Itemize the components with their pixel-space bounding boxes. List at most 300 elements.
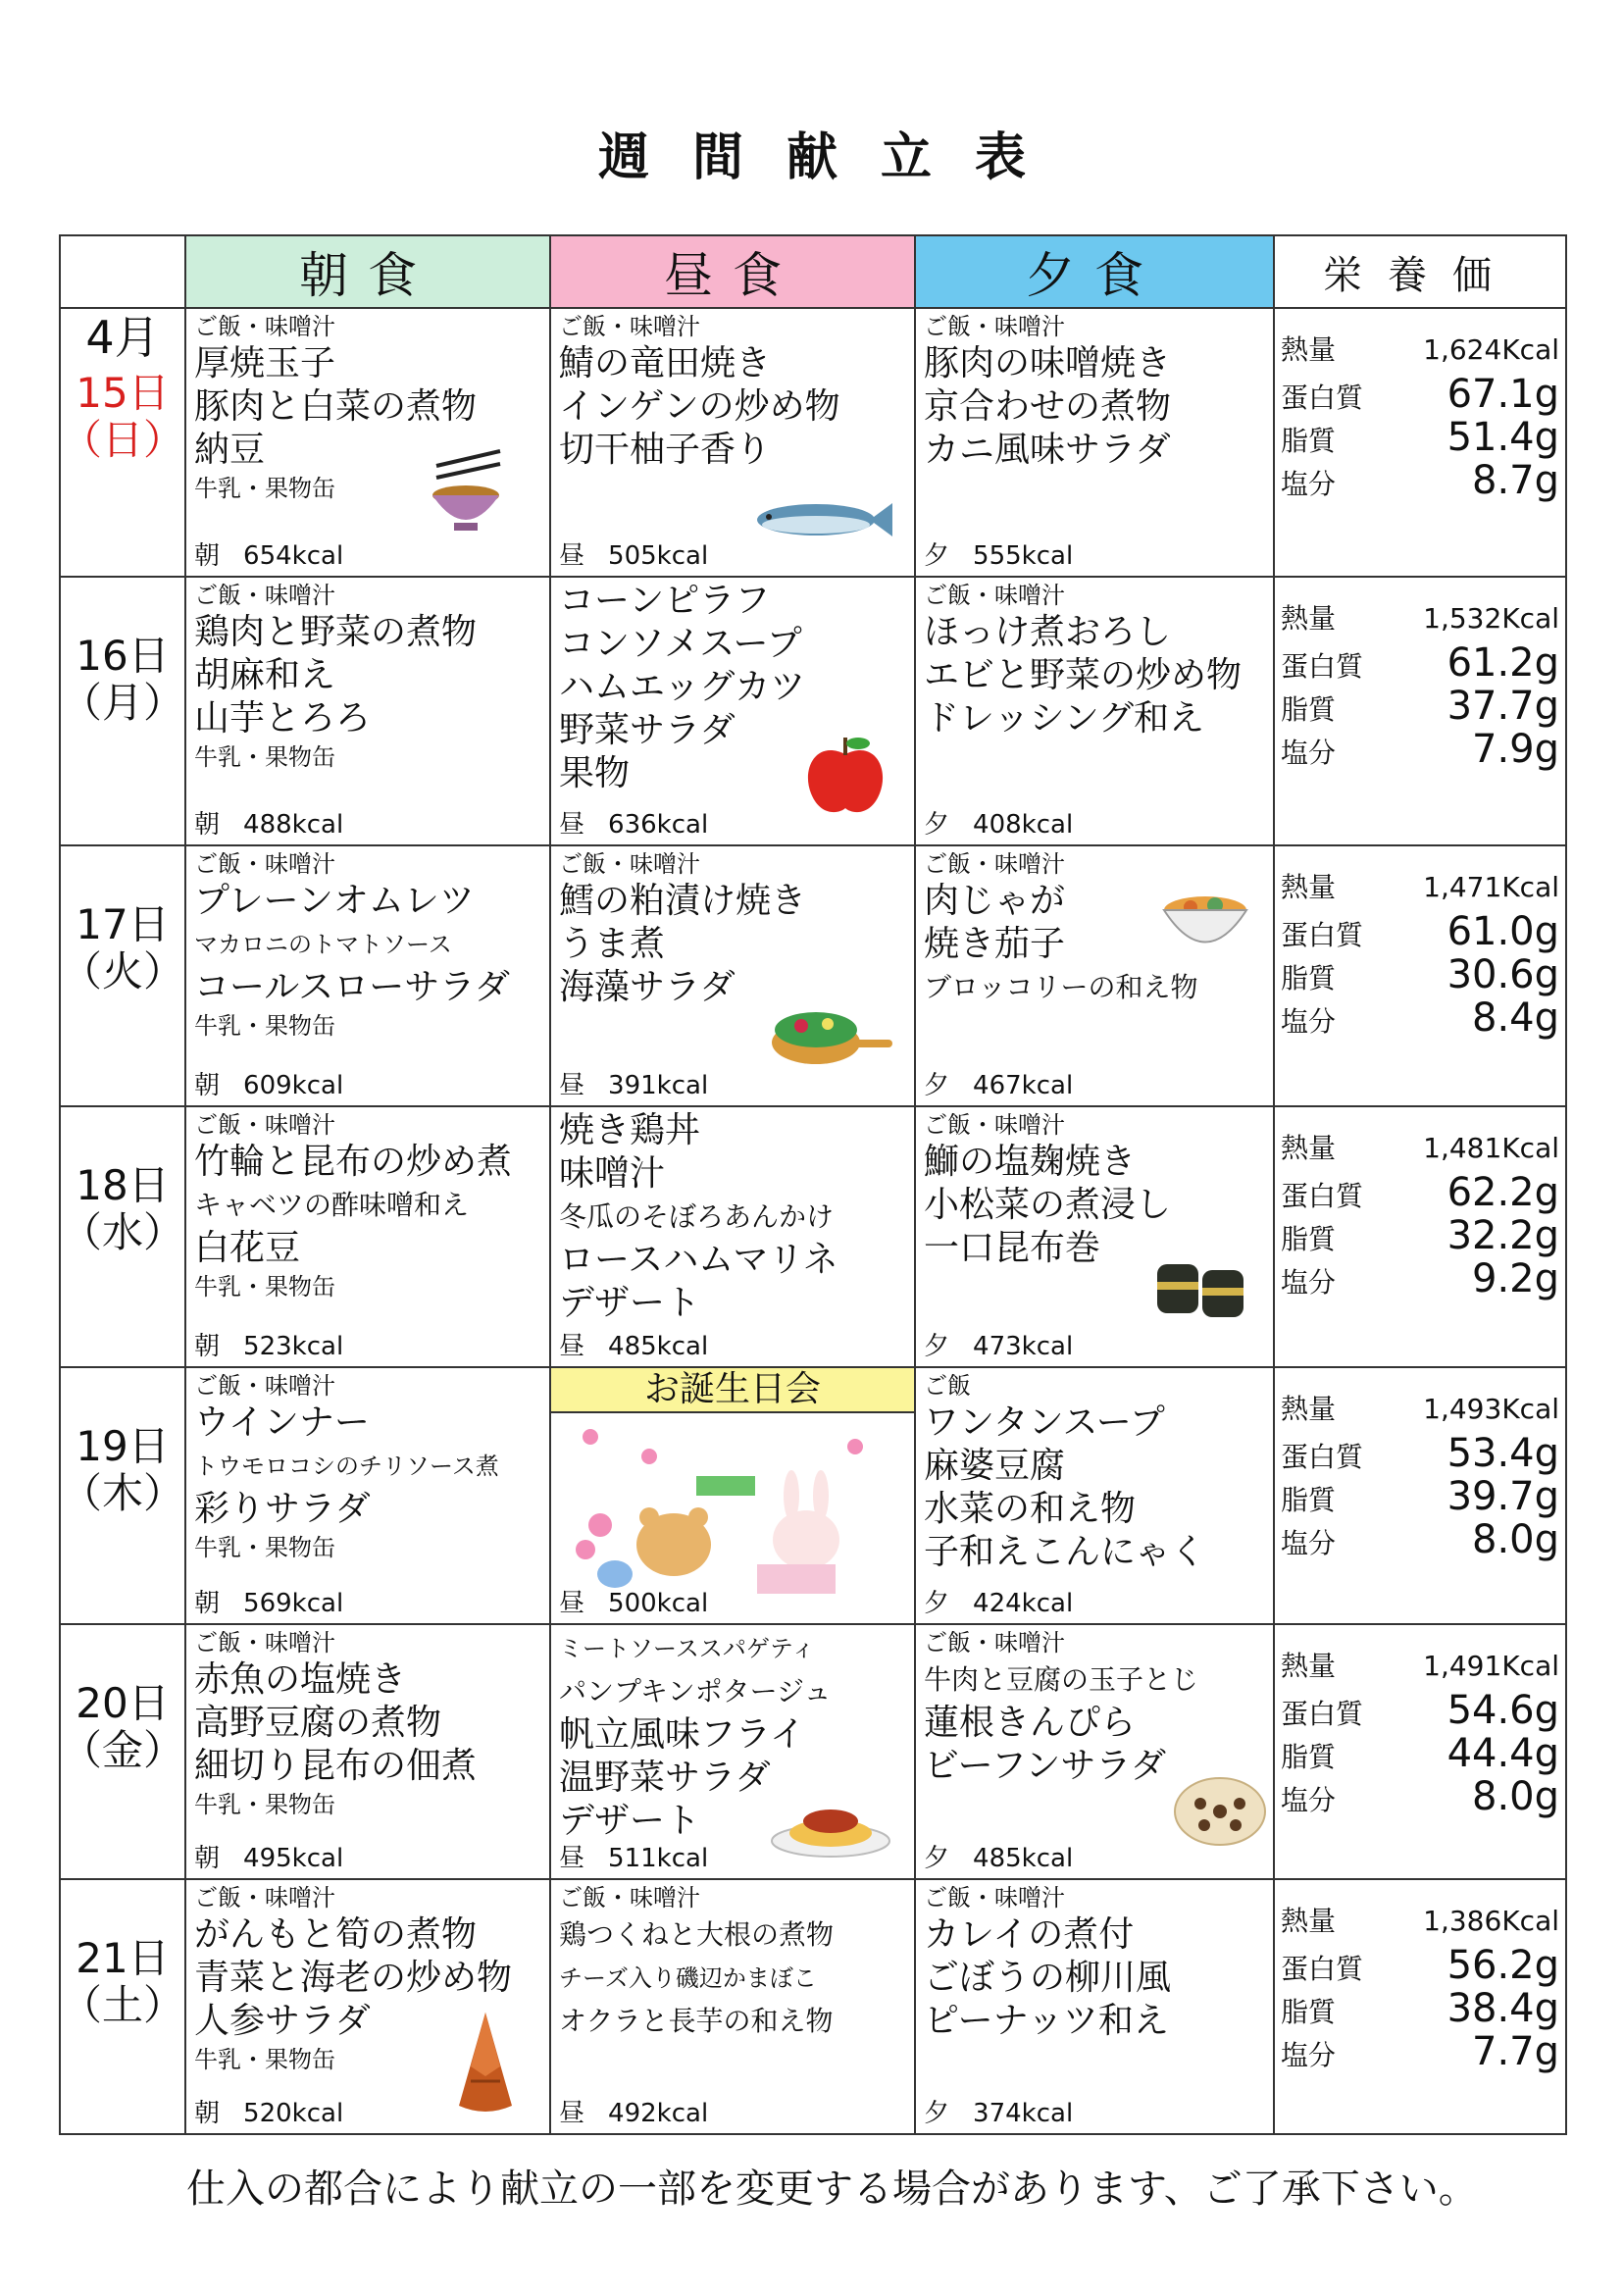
kcal-value: 636kcal (608, 810, 709, 840)
kcal-value: 511kcal (608, 1844, 709, 1873)
nutrition-label: 脂質 (1281, 962, 1337, 994)
nutrition-label: 熱量 (1281, 333, 1337, 366)
nutrition-value: 32.2g (1446, 1213, 1560, 1258)
apple-icon (801, 730, 889, 822)
nutrition-label: 脂質 (1281, 693, 1337, 726)
dish-item: 切干柚子香り (559, 430, 772, 470)
base-items: ご飯・味噌汁 (924, 313, 1066, 340)
day-row (60, 1106, 1566, 1367)
lunch-cell (550, 845, 915, 1106)
nutrition-row-fat (1281, 415, 1559, 458)
nutrition-row-energy (1281, 1127, 1559, 1170)
dish-item: 麻婆豆腐 (924, 1446, 1066, 1486)
seaweed-salad-icon (767, 989, 894, 1081)
meal-kcal (194, 811, 343, 839)
nutrition-value: 44.4g (1446, 1731, 1560, 1776)
kcal-value: 408kcal (973, 810, 1074, 840)
nutrition-label: 熱量 (1281, 1650, 1337, 1682)
nutrition-row-fat (1281, 1474, 1559, 1517)
nutrition-label: 塩分 (1281, 737, 1337, 769)
header-breakfast: 朝食 (185, 235, 550, 308)
base-items: ご飯・味噌汁 (924, 1111, 1066, 1139)
day-row (60, 308, 1566, 577)
dish-item: ピーナッツ和え (924, 2001, 1169, 2041)
date-label: 19日 (76, 1422, 170, 1470)
header-row (60, 235, 1566, 308)
header-corner (60, 235, 185, 308)
dish-item: 山芋とろろ (194, 698, 372, 739)
kcal-value: 467kcal (973, 1071, 1074, 1100)
nutrition-row-energy (1281, 1900, 1559, 1943)
date-label: 18日 (76, 1161, 170, 1209)
nutrition-row-protein (1281, 640, 1559, 684)
header-dinner: 夕食 (915, 235, 1274, 308)
kcal-value: 473kcal (973, 1332, 1074, 1361)
base-items: ご飯・味噌汁 (194, 313, 336, 340)
drink-items: 牛乳・果物缶 (194, 475, 336, 502)
nutrition-label: 蛋白質 (1281, 919, 1364, 951)
date-label: 20日 (76, 1679, 170, 1727)
dish-item: 鶏肉と野菜の煮物 (194, 612, 478, 652)
kcal-value: 374kcal (973, 2099, 1074, 2128)
dish-item: 鯖の竜田焼き (559, 343, 772, 383)
kcal-value: 485kcal (608, 1332, 709, 1361)
nutrition-value: 1,491Kcal (1423, 1650, 1560, 1682)
nutrition-row-fat (1281, 1986, 1559, 2029)
nutrition-value: 62.2g (1446, 1170, 1560, 1215)
day-row (60, 1367, 1566, 1624)
lotus-root-icon (1171, 1772, 1269, 1855)
dish-item: 一口昆布巻 (924, 1228, 1101, 1268)
nutrition-row-protein (1281, 1431, 1559, 1474)
meal-kcal (559, 1072, 708, 1099)
nutrition-row-salt (1281, 1517, 1559, 1560)
meal-kcal (559, 2100, 708, 2127)
kcal-label: 夕 (924, 1332, 950, 1361)
dish-item: デザート (559, 1283, 701, 1323)
nutrition-cell (1274, 577, 1566, 845)
weekday-label: （土） (61, 1981, 185, 2029)
date-label: 16日 (76, 632, 170, 680)
nutrition-row-salt (1281, 727, 1559, 770)
nutrition-value: 7.9g (1472, 727, 1560, 772)
header-nutrition: 栄養価 (1274, 235, 1566, 308)
dish-item: 豚肉と白菜の煮物 (194, 386, 478, 427)
nutrition-label: 蛋白質 (1281, 650, 1364, 683)
breakfast-cell (185, 1106, 550, 1367)
meal-kcal (924, 1072, 1073, 1099)
dish-item: ウインナー (194, 1402, 370, 1443)
base-items: ご飯・味噌汁 (924, 1884, 1066, 1912)
nutrition-value: 39.7g (1446, 1474, 1560, 1519)
nutrition-row-protein (1281, 372, 1559, 415)
dish-item: トウモロコシのチリソース煮 (194, 1453, 499, 1480)
weekday-label: （水） (61, 1208, 185, 1256)
dish-item: 鱈の粕漬け焼き (559, 881, 807, 921)
dish-item: キャベツの酢味噌和え (194, 1189, 470, 1221)
drink-items: 牛乳・果物缶 (194, 2046, 336, 2073)
dish-item: 納豆 (194, 430, 266, 470)
meal-kcal (924, 542, 1073, 570)
kcal-value: 391kcal (608, 1071, 709, 1100)
dinner-cell (915, 1624, 1274, 1879)
dish-item: 帆立風味フライ (559, 1714, 805, 1755)
weekday-label: （月） (61, 679, 185, 727)
weekday-label: （木） (61, 1469, 185, 1517)
nutrition-row-salt (1281, 2029, 1559, 2072)
natto-bowl-icon (427, 446, 505, 538)
dish-item: 人参サラダ (194, 2001, 371, 2041)
breakfast-cell (185, 845, 550, 1106)
dish-item: ごぼうの柳川風 (924, 1958, 1172, 1998)
lunch-cell (550, 1367, 915, 1624)
nutrition-row-protein (1281, 1170, 1559, 1213)
kcal-label: 朝 (194, 2099, 221, 2128)
nutrition-label: 塩分 (1281, 1005, 1337, 1038)
dinner-cell (915, 845, 1274, 1106)
meal-kcal (194, 1333, 343, 1360)
dish-item: ドレッシング和え (924, 698, 1205, 739)
birthday-party-illustration (561, 1417, 894, 1607)
drink-items: 牛乳・果物缶 (194, 743, 336, 771)
base-items: ご飯・味噌汁 (194, 1372, 336, 1400)
nutrition-value: 30.6g (1446, 952, 1560, 997)
spaghetti-plate-icon (767, 1792, 894, 1864)
dish-item: 冬瓜のそぼろあんかけ (559, 1200, 835, 1233)
nutrition-cell (1274, 845, 1566, 1106)
dish-item: 厚焼玉子 (194, 343, 336, 383)
breakfast-cell (185, 308, 550, 577)
meal-kcal (194, 1072, 343, 1099)
nutrition-cell (1274, 1624, 1566, 1879)
drink-items: 牛乳・果物缶 (194, 1534, 336, 1561)
kcal-label: 朝 (194, 1589, 221, 1618)
kcal-value: 569kcal (243, 1589, 344, 1618)
kcal-value: 555kcal (973, 541, 1074, 571)
dish-item: パンプキンポタージュ (559, 1675, 832, 1708)
meal-kcal (559, 1333, 708, 1360)
day-cell (60, 845, 185, 1106)
nutrition-row-protein (1281, 909, 1559, 952)
nutrition-label: 脂質 (1281, 425, 1337, 457)
nutrition-cell (1274, 308, 1566, 577)
kcal-label: 昼 (559, 810, 585, 840)
dish-item: デザート (559, 1801, 701, 1841)
nutrition-row-salt (1281, 995, 1559, 1039)
fish-icon (747, 495, 894, 548)
kcal-value: 654kcal (243, 541, 344, 571)
nutrition-label: 脂質 (1281, 1484, 1337, 1516)
dinner-cell (915, 577, 1274, 845)
kcal-value: 500kcal (608, 1589, 709, 1618)
dish-item: 豚肉の味噌焼き (924, 343, 1172, 383)
dish-item: カレイの煮付 (924, 1914, 1135, 1955)
dish-item: エビと野菜の炒め物 (924, 655, 1243, 695)
drink-items: 牛乳・果物缶 (194, 1012, 336, 1040)
kcal-label: 昼 (559, 541, 585, 571)
kcal-label: 夕 (924, 810, 950, 840)
nutrition-row-protein (1281, 1943, 1559, 1986)
nutrition-label: 蛋白質 (1281, 382, 1364, 414)
nutrition-label: 塩分 (1281, 1784, 1337, 1816)
dish-item: ほっけ煮おろし (924, 612, 1172, 652)
nutrition-value: 8.4g (1472, 995, 1560, 1041)
dish-item: ビーフンサラダ (924, 1746, 1166, 1786)
meal-kcal (559, 542, 708, 570)
meal-kcal (924, 1333, 1073, 1360)
dish-item: 鶏つくねと大根の煮物 (559, 1918, 835, 1951)
nutrition-cell (1274, 1879, 1566, 2134)
bamboo-shoot-icon (451, 2008, 520, 2119)
dish-item: 水菜の和え物 (924, 1489, 1137, 1529)
weekday-label: （金） (61, 1726, 185, 1774)
event-banner: お誕生日会 (551, 1368, 914, 1413)
page-title: 週間献立表 (597, 128, 1069, 187)
nutrition-value: 1,532Kcal (1423, 602, 1560, 635)
nutrition-label: 脂質 (1281, 1996, 1337, 2028)
nutrition-label: 塩分 (1281, 1527, 1337, 1559)
meal-kcal (924, 811, 1073, 839)
nutrition-cell (1274, 1106, 1566, 1367)
base-items: ご飯・味噌汁 (559, 313, 701, 340)
dish-item: 細切り昆布の佃煮 (194, 1746, 478, 1786)
nutrition-value: 1,624Kcal (1423, 333, 1560, 366)
weekday-label: （日） (61, 416, 185, 464)
day-cell (60, 1879, 185, 2134)
drink-items: 牛乳・果物缶 (194, 1791, 336, 1818)
base-items: ご飯 (924, 1372, 972, 1400)
nutrition-row-fat (1281, 952, 1559, 995)
month-label: 4月 (85, 311, 160, 364)
dish-item: コーンピラフ (559, 581, 771, 621)
kcal-value: 520kcal (243, 2099, 344, 2128)
nutrition-value: 9.2g (1472, 1256, 1560, 1301)
lunch-cell (550, 1624, 915, 1879)
header-lunch: 昼食 (550, 235, 915, 308)
dish-item: オクラと長芋の和え物 (559, 2005, 834, 2037)
nutrition-value: 1,481Kcal (1423, 1132, 1560, 1164)
kcal-value: 495kcal (243, 1844, 344, 1873)
kcal-label: 昼 (559, 2099, 585, 2128)
meal-kcal (559, 811, 708, 839)
day-row (60, 1879, 1566, 2134)
kcal-label: 昼 (559, 1332, 585, 1361)
kcal-value: 492kcal (608, 2099, 709, 2128)
nutrition-value: 7.7g (1472, 2029, 1560, 2074)
dish-item: 温野菜サラダ (559, 1758, 771, 1798)
dish-item: 京合わせの煮物 (924, 386, 1172, 427)
nutrition-label: 蛋白質 (1281, 1441, 1364, 1473)
kcal-label: 昼 (559, 1844, 585, 1873)
lunch-cell (550, 1106, 915, 1367)
nutrition-value: 51.4g (1446, 415, 1560, 460)
meal-kcal (924, 2100, 1073, 2127)
lunch-cell (550, 308, 915, 577)
nutrition-row-fat (1281, 1213, 1559, 1256)
nutrition-value: 61.0g (1446, 909, 1560, 954)
nutrition-label: 脂質 (1281, 1223, 1337, 1255)
date-label: 21日 (76, 1934, 170, 1982)
base-items: ご飯・味噌汁 (194, 582, 336, 609)
dish-item: コンソメスープ (559, 624, 802, 664)
footer-note: 仕入の都合により献立の一部を変更する場合があります、ご了承下さい。 (186, 2167, 1478, 2212)
dish-item: インゲンの炒め物 (559, 386, 840, 427)
dish-item: マカロニのトマトソース (194, 931, 452, 958)
dish-item: 果物 (559, 753, 631, 793)
dish-item: うま煮 (559, 924, 666, 964)
base-items: ご飯・味噌汁 (194, 850, 336, 878)
nutrition-label: 塩分 (1281, 468, 1337, 500)
nutrition-label: 熱量 (1281, 1905, 1337, 1937)
day-cell (60, 308, 185, 577)
nutrition-label: 蛋白質 (1281, 1180, 1364, 1212)
dish-item: 青菜と海老の炒め物 (194, 1958, 513, 1998)
meal-kcal (194, 1590, 343, 1617)
nutrition-row-energy (1281, 1645, 1559, 1688)
meal-kcal (194, 542, 343, 570)
dish-item: ワンタンスープ (924, 1402, 1165, 1443)
meal-kcal (194, 2100, 343, 2127)
nutrition-label: 脂質 (1281, 1741, 1337, 1773)
dish-item: ハムエッグカツ (559, 667, 806, 707)
dish-item: カニ風味サラダ (924, 430, 1171, 470)
nutrition-row-salt (1281, 458, 1559, 501)
dish-item: ミートソーススパゲティ (559, 1635, 815, 1662)
nutrition-row-protein (1281, 1688, 1559, 1731)
nutrition-row-energy (1281, 329, 1559, 372)
base-items: ご飯・味噌汁 (924, 1629, 1066, 1657)
kcal-value: 609kcal (243, 1071, 344, 1100)
kcal-label: 夕 (924, 1071, 950, 1100)
dish-item: 焼き茄子 (924, 924, 1066, 964)
kombu-roll-icon (1151, 1245, 1249, 1327)
base-items: ご飯・味噌汁 (924, 582, 1066, 609)
nutrition-label: 塩分 (1281, 1266, 1337, 1299)
dish-item: 小松菜の煮浸し (924, 1185, 1172, 1225)
base-items: ご飯・味噌汁 (924, 850, 1066, 878)
date-label: 15日 (76, 369, 170, 417)
nutrition-row-salt (1281, 1256, 1559, 1300)
kcal-value: 488kcal (243, 810, 344, 840)
kcal-value: 485kcal (973, 1844, 1074, 1873)
base-items: ご飯・味噌汁 (559, 1884, 701, 1912)
meal-kcal (194, 1845, 343, 1872)
nutrition-value: 1,386Kcal (1423, 1905, 1560, 1937)
weekday-label: （火） (61, 947, 185, 995)
kcal-label: 朝 (194, 810, 221, 840)
kcal-label: 昼 (559, 1071, 585, 1100)
kcal-value: 523kcal (243, 1332, 344, 1361)
menu-table (59, 234, 1567, 2135)
day-row (60, 577, 1566, 845)
breakfast-cell (185, 1879, 550, 2134)
dish-item: 海藻サラダ (559, 967, 736, 1007)
lunch-cell (550, 577, 915, 845)
nutrition-value: 8.0g (1472, 1774, 1560, 1819)
nutrition-row-energy (1281, 597, 1559, 640)
meal-kcal (924, 1590, 1073, 1617)
day-row (60, 1624, 1566, 1879)
dish-item: 肉じゃが (924, 881, 1066, 921)
nutrition-label: 熱量 (1281, 602, 1337, 635)
base-items: ご飯・味噌汁 (559, 850, 701, 878)
lunch-cell (550, 1879, 915, 2134)
nutrition-value: 37.7g (1446, 684, 1560, 729)
nutrition-label: 熱量 (1281, 1132, 1337, 1164)
nikujaga-bowl-icon (1161, 886, 1249, 968)
kcal-label: 夕 (924, 1589, 950, 1618)
nutrition-row-fat (1281, 1731, 1559, 1774)
kcal-label: 夕 (924, 2099, 950, 2128)
dish-item: 焼き鶏丼 (559, 1110, 701, 1150)
kcal-value: 505kcal (608, 541, 709, 571)
breakfast-cell (185, 577, 550, 845)
dish-item: 白花豆 (194, 1228, 301, 1268)
kcal-value: 424kcal (973, 1589, 1074, 1618)
day-cell (60, 577, 185, 845)
nutrition-value: 54.6g (1446, 1688, 1560, 1733)
nutrition-cell (1274, 1367, 1566, 1624)
nutrition-row-energy (1281, 866, 1559, 909)
day-cell (60, 1106, 185, 1367)
base-items: ご飯・味噌汁 (194, 1884, 336, 1912)
nutrition-value: 8.0g (1472, 1517, 1560, 1562)
kcal-label: 朝 (194, 541, 221, 571)
day-cell (60, 1624, 185, 1879)
dish-item: 子和えこんにゃく (924, 1532, 1206, 1572)
day-row (60, 845, 1566, 1106)
dish-item: 牛肉と豆腐の玉子とじ (924, 1663, 1199, 1696)
dish-item: 蓮根きんぴら (924, 1703, 1137, 1743)
nutrition-label: 蛋白質 (1281, 1698, 1364, 1730)
meal-kcal (559, 1845, 708, 1872)
dish-item: 彩りサラダ (194, 1489, 371, 1529)
dish-item: ロースハムマリネ (559, 1240, 838, 1280)
dish-item: 高野豆腐の煮物 (194, 1703, 442, 1743)
kcal-label: 朝 (194, 1071, 221, 1100)
nutrition-row-fat (1281, 684, 1559, 727)
day-cell (60, 1367, 185, 1624)
nutrition-label: 熱量 (1281, 871, 1337, 903)
dish-item: 鰤の塩麹焼き (924, 1142, 1137, 1182)
kcal-label: 朝 (194, 1332, 221, 1361)
base-items: ご飯・味噌汁 (194, 1111, 336, 1139)
dish-item: チーズ入り磯辺かまぼこ (559, 1964, 817, 1992)
breakfast-cell (185, 1624, 550, 1879)
dinner-cell (915, 1106, 1274, 1367)
nutrition-row-energy (1281, 1388, 1559, 1431)
nutrition-value: 56.2g (1446, 1943, 1560, 1988)
kcal-label: 夕 (924, 541, 950, 571)
dinner-cell (915, 1367, 1274, 1624)
dish-item: 竹輪と昆布の炒め煮 (194, 1142, 513, 1182)
nutrition-value: 67.1g (1446, 372, 1560, 417)
nutrition-value: 38.4g (1446, 1986, 1560, 2031)
kcal-label: 朝 (194, 1844, 221, 1873)
nutrition-label: 蛋白質 (1281, 1953, 1364, 1985)
base-items: ご飯・味噌汁 (194, 1629, 336, 1657)
nutrition-row-salt (1281, 1774, 1559, 1817)
nutrition-value: 53.4g (1446, 1431, 1560, 1476)
nutrition-value: 8.7g (1472, 458, 1560, 503)
meal-kcal (924, 1845, 1073, 1872)
breakfast-cell (185, 1367, 550, 1624)
dish-item: がんもと筍の煮物 (194, 1914, 478, 1955)
dish-item: 胡麻和え (194, 655, 336, 695)
kcal-label: 昼 (559, 1589, 585, 1618)
dish-item: コールスローサラダ (194, 967, 510, 1007)
dinner-cell (915, 308, 1274, 577)
